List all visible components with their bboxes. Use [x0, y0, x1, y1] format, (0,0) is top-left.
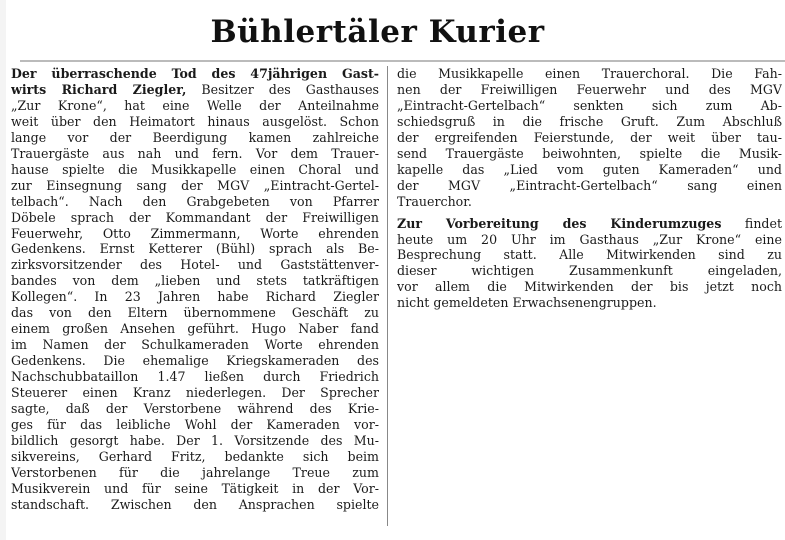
text-line: [11, 481, 379, 497]
text-line: kapelle das „Lied vom guten Kameraden“ und: [397, 161, 782, 177]
text-line: [11, 305, 379, 321]
body-text: Musikverein und für seine Tätigkeit in der Vor-: [11, 480, 379, 496]
body-text: Verstorbenen für die jahrelange Treue zum: [11, 464, 379, 480]
body-text: lange vor der Beerdigung kamen zahlreiche: [11, 129, 379, 145]
body-text: Feuerwehr, Otto Zimmermann, Worte ehrenden: [11, 225, 379, 241]
text-line: der MGV „Eintracht-Gertelbach“ sang einen: [397, 177, 782, 193]
body-text: das von den Eltern übernommene Geschäft zu: [11, 305, 379, 321]
text-line: [11, 385, 379, 401]
body-text: Döbele sprach der Kommandant der Freiwilligen: [11, 209, 379, 225]
text-line: [11, 162, 379, 178]
article-column-left: [11, 66, 379, 530]
body-text: dieser wichtigen Zusammenkunft eingeladen,: [397, 263, 782, 279]
text-line: [11, 146, 379, 162]
text-line: [11, 289, 379, 305]
text-line: [11, 82, 379, 98]
article-column-right: [397, 66, 782, 311]
text-line: [397, 232, 782, 248]
body-text: telbach“. Nach den Grabgebeten von Pfarrer: [11, 193, 379, 209]
bold-lead-text: wirts Richard Ziegler,: [11, 81, 187, 97]
body-text: vor allem die Mitwirkenden der bis jetzt noch: [397, 279, 782, 295]
text-line: [11, 449, 379, 465]
body-text: heute um 20 Uhr im Gasthaus „Zur Krone“ eine: [397, 231, 782, 247]
text-line: der ergreifenden Feierstunde, der weit über tau-: [397, 129, 782, 145]
text-line: [11, 369, 379, 385]
text-line: [397, 216, 782, 232]
body-text: Steuerer einen Kranz niederlegen. Der Sprecher: [11, 385, 379, 401]
text-line: [11, 130, 379, 146]
text-line: [11, 497, 379, 513]
text-line: [11, 417, 379, 433]
body-text: sikvereins, Gerhard Fritz, bedankte sich beim: [11, 448, 379, 464]
text-line: [11, 226, 379, 242]
body-text: zur Einsegnung sang der MGV „Eintracht-Gertel-: [11, 177, 379, 193]
text-line: [11, 114, 379, 130]
body-text: zirksvorsitzender des Hotel- und Gaststättenver-: [11, 257, 379, 273]
text-line: [397, 279, 782, 295]
body-text: Trauergäste aus nah und fern. Vor dem Trauer-: [11, 145, 379, 161]
body-text: bildlich gesorgt habe. Der 1. Vorsitzende des Mu-: [11, 432, 379, 448]
text-line: [11, 353, 379, 369]
text-line: „Eintracht-Gertelbach“ senkten sich zum Ab-: [397, 97, 782, 113]
text-line: [11, 178, 379, 194]
text-line: [11, 433, 379, 449]
body-text: im Namen der Schulkameraden Worte ehrenden: [11, 337, 379, 353]
text-line: [397, 263, 782, 279]
text-line: [397, 247, 782, 263]
text-line: die Musikkapelle einen Trauerchoral. Die Fah-: [397, 66, 782, 81]
bold-lead-text: Zur Vorbereitung des Kinderumzuges: [397, 215, 722, 231]
text-line: [11, 257, 379, 273]
body-text: Gedenkens. Ernst Ketterer (Bühl) sprach als Be-: [11, 241, 379, 257]
bold-lead-text: Der überraschende Tod des 47jährigen Gast-: [11, 66, 379, 81]
body-text: hause spielte die Musikkapelle einen Choral und: [11, 161, 379, 177]
text-line: nen der Freiwilligen Feuerwehr und des MGV: [397, 81, 782, 97]
text-line: [11, 194, 379, 210]
body-text: Besitzer des Gasthauses: [186, 81, 379, 97]
text-line: [11, 66, 379, 82]
body-text: weit über den Heimatort hinaus ausgelöst. Schon: [11, 113, 379, 129]
body-text: findet: [721, 215, 782, 231]
text-line: Trauerchor.: [397, 193, 472, 209]
column-divider: [387, 66, 388, 526]
newspaper-masthead: Bühlertäler Kurier: [210, 14, 545, 50]
body-text: Nachschubbataillon 1.47 ließen durch Friedrich: [11, 369, 379, 385]
text-line: [11, 273, 379, 289]
text-line: send Trauergäste beiwohnten, spielte die Musik-: [397, 145, 782, 161]
body-text: sagte, daß der Verstorbene während des Krie-: [11, 401, 379, 417]
masthead-rule: [20, 60, 785, 62]
body-text: „Zur Krone“, hat eine Welle der Anteilnahme: [11, 97, 379, 113]
text-line: [397, 295, 782, 311]
body-text: bandes von dem „lieben und stets tatkräftigen: [11, 273, 379, 289]
scan-edge: [0, 0, 6, 540]
body-text: standschaft. Zwischen den Ansprachen spielte: [11, 496, 379, 512]
text-line: schiedsgruß in die frische Gruft. Zum Abschluß: [397, 113, 782, 129]
notice-paragraph-kinderumzug: [397, 216, 782, 312]
body-text: Kollegen“. In 23 Jahren habe Richard Ziegler: [11, 289, 379, 305]
text-line: [11, 210, 379, 226]
article-paragraph-continuation: [397, 66, 782, 210]
body-text: Gedenkens. Die ehemalige Kriegskameraden des: [11, 353, 379, 369]
text-line: [11, 465, 379, 481]
text-line: [11, 337, 379, 353]
body-text: Besprechung statt. Alle Mitwirkenden sind zu: [397, 247, 782, 263]
text-line: [11, 401, 379, 417]
text-line: [11, 321, 379, 337]
body-text: einem großen Ansehen geführt. Hugo Naber fand: [11, 321, 379, 337]
text-line: [11, 98, 379, 114]
body-text: nicht gemeldeten Erwachsenengruppen.: [397, 295, 657, 311]
text-line: [11, 241, 379, 257]
body-text: ges für das leibliche Wohl der Kameraden vor-: [11, 416, 379, 432]
